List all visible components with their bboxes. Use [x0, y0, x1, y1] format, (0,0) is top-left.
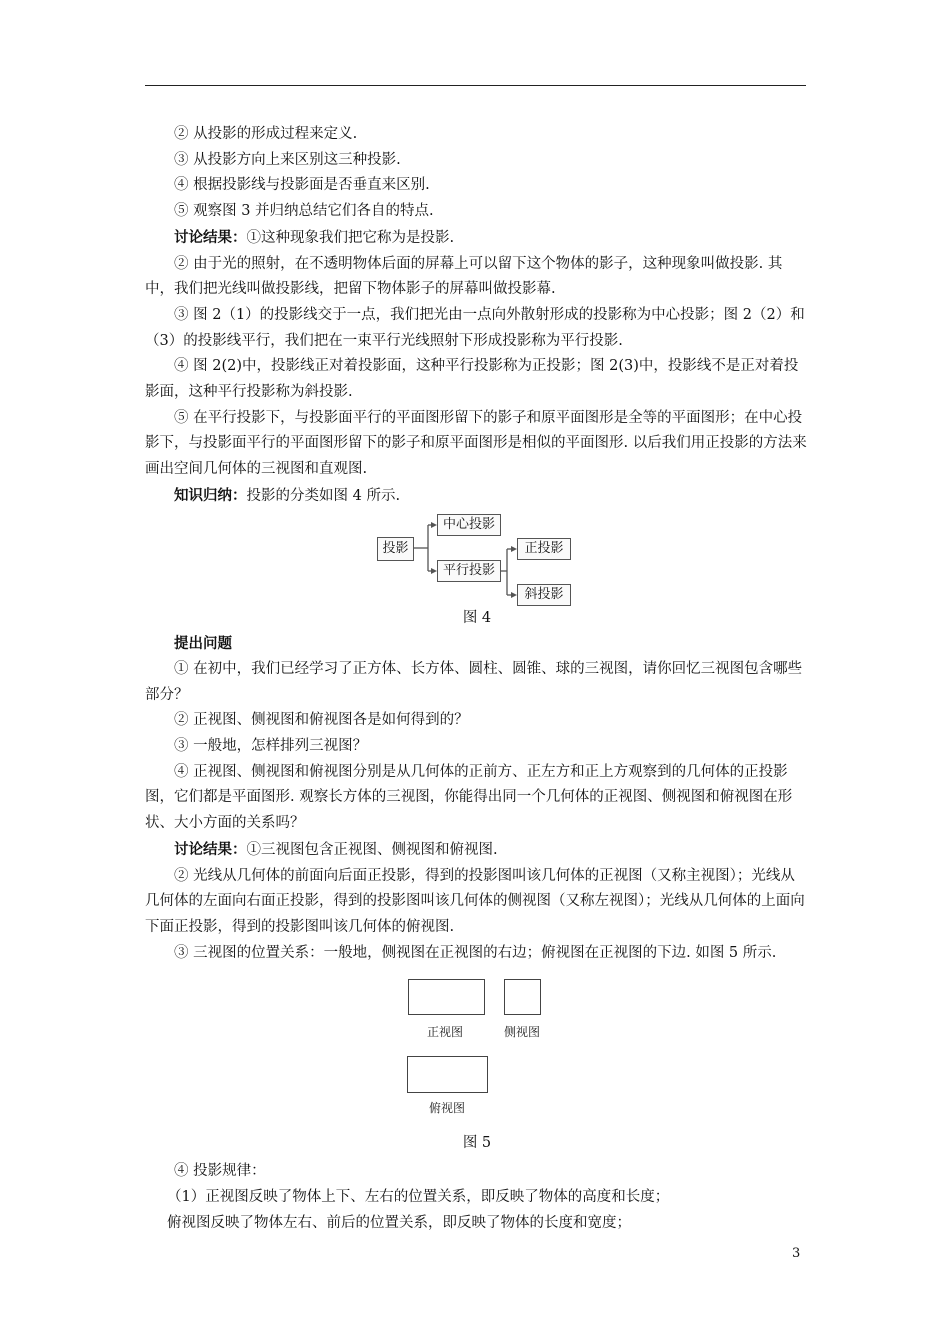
- paragraph: ④ 正视图、侧视图和俯视图分别是从几何体的正前方、正左方和正上方观察到的几何体的正投影图，它们都是平面图形. 观察长方体的三视图，你能得出同一个几何体的正视图、侧视图和俯视图在形状、大小方面的关系吗？: [145, 763, 793, 832]
- side-view-label: 侧视图: [504, 1025, 541, 1040]
- node-oblique-projection: 斜投影: [517, 584, 571, 606]
- node-projection: 投影: [377, 537, 414, 561]
- paragraph: （1）正视图反映了物体上下、左右的位置关系，即反映了物体的高度和长度；: [167, 1188, 670, 1205]
- knowledge-summary: [145, 483, 809, 510]
- front-view-rect: [408, 979, 485, 1015]
- top-view-label: 俯视图: [429, 1101, 466, 1116]
- figure-5-diagram: [145, 969, 809, 1129]
- figure-5-caption: 图 5: [462, 1135, 492, 1152]
- node-orthographic-projection: 正投影: [517, 538, 571, 560]
- discussion-first: ①三视图包含正视图、侧视图和俯视图.: [246, 841, 498, 858]
- paragraph: ① 在初中，我们已经学习了正方体、长方体、圆柱、圆锥、球的三视图，请你回忆三视图包含哪些部分？: [145, 660, 803, 703]
- node-central-projection: 中心投影: [437, 514, 501, 536]
- paragraph: ⑤ 观察图 3 并归纳总结它们各自的特点.: [174, 203, 434, 220]
- top-view-rect: [407, 1056, 488, 1093]
- page-number: 3: [792, 1246, 801, 1261]
- paragraph: ② 由于光的照射，在不透明物体后面的屏幕上可以留下这个物体的影子，这种现象叫做投影. 其中，我们把光线叫做投影线，把留下物体影子的屏幕叫做投影幕.: [145, 255, 783, 298]
- page-content: [145, 122, 809, 1236]
- paragraph: ④ 投影规律：: [174, 1163, 266, 1180]
- paragraph: ④ 图 2(2)中，投影线正对着投影面，这种平行投影称为正投影；图 2(3)中，投影线不是正对着投影面，这种平行投影称为斜投影.: [145, 358, 799, 401]
- discussion-first: ①这种现象我们把它称为是投影.: [246, 229, 455, 246]
- figure-4-diagram: [145, 514, 809, 603]
- paragraph: ② 正视图、侧视图和俯视图各是如何得到的？: [174, 712, 469, 729]
- paragraph: ③ 图 2（1）的投影线交于一点，我们把光由一点向外散射形成的投影称为中心投影；图 2（2）和（3）的投影线平行，我们把在一束平行光线照射下形成投影称为平行投影.: [145, 306, 805, 349]
- discussion-label: 讨论结果：: [174, 840, 247, 858]
- paragraph: ③ 一般地，怎样排列三视图？: [174, 738, 368, 755]
- summary-text: 投影的分类如图 4 所示.: [246, 487, 401, 504]
- paragraph: ③ 从投影方向上来区别这三种投影.: [174, 151, 401, 168]
- paragraph: ⑤ 在平行投影下，与投影面平行的平面图形留下的影子和原平面图形是全等的平面图形；在中心投影下，与投影面平行的平面图形留下的影子和原平面图形是相似的平面图形. 以后我们用正投影的方法来画出空间几何体的三视图和直观图.: [145, 409, 807, 478]
- discussion-result-2: [145, 837, 809, 864]
- section-heading: 提出问题: [174, 635, 232, 653]
- discussion-result-1: [145, 225, 809, 252]
- side-view-rect: [504, 979, 541, 1015]
- paragraph: ④ 根据投影线与投影面是否垂直来区别.: [174, 177, 430, 194]
- header-rule: [145, 85, 806, 86]
- figure-4-caption: 图 4: [462, 609, 492, 626]
- paragraph: ③ 三视图的位置关系：一般地，侧视图在正视图的右边；俯视图在正视图的下边. 如图 5 所示.: [174, 944, 777, 961]
- node-parallel-projection: 平行投影: [437, 560, 501, 582]
- front-view-label: 正视图: [427, 1025, 464, 1040]
- paragraph: ② 从投影的形成过程来定义.: [174, 126, 358, 142]
- paragraph: 俯视图反映了物体左右、前后的位置关系，即反映了物体的长度和宽度；: [167, 1214, 631, 1231]
- paragraph: ② 光线从几何体的前面向后面正投影，得到的投影图叫该几何体的正视图（又称主视图）；光线从几何体的左面向右面正投影，得到的投影图叫该几何体的侧视图（又称左视图）；光线从几何体的上面向下面正投影，得到的投影图叫该几何体的俯视图.: [145, 867, 805, 935]
- summary-label: 知识归纳：: [174, 486, 247, 504]
- discussion-label: 讨论结果：: [174, 228, 247, 246]
